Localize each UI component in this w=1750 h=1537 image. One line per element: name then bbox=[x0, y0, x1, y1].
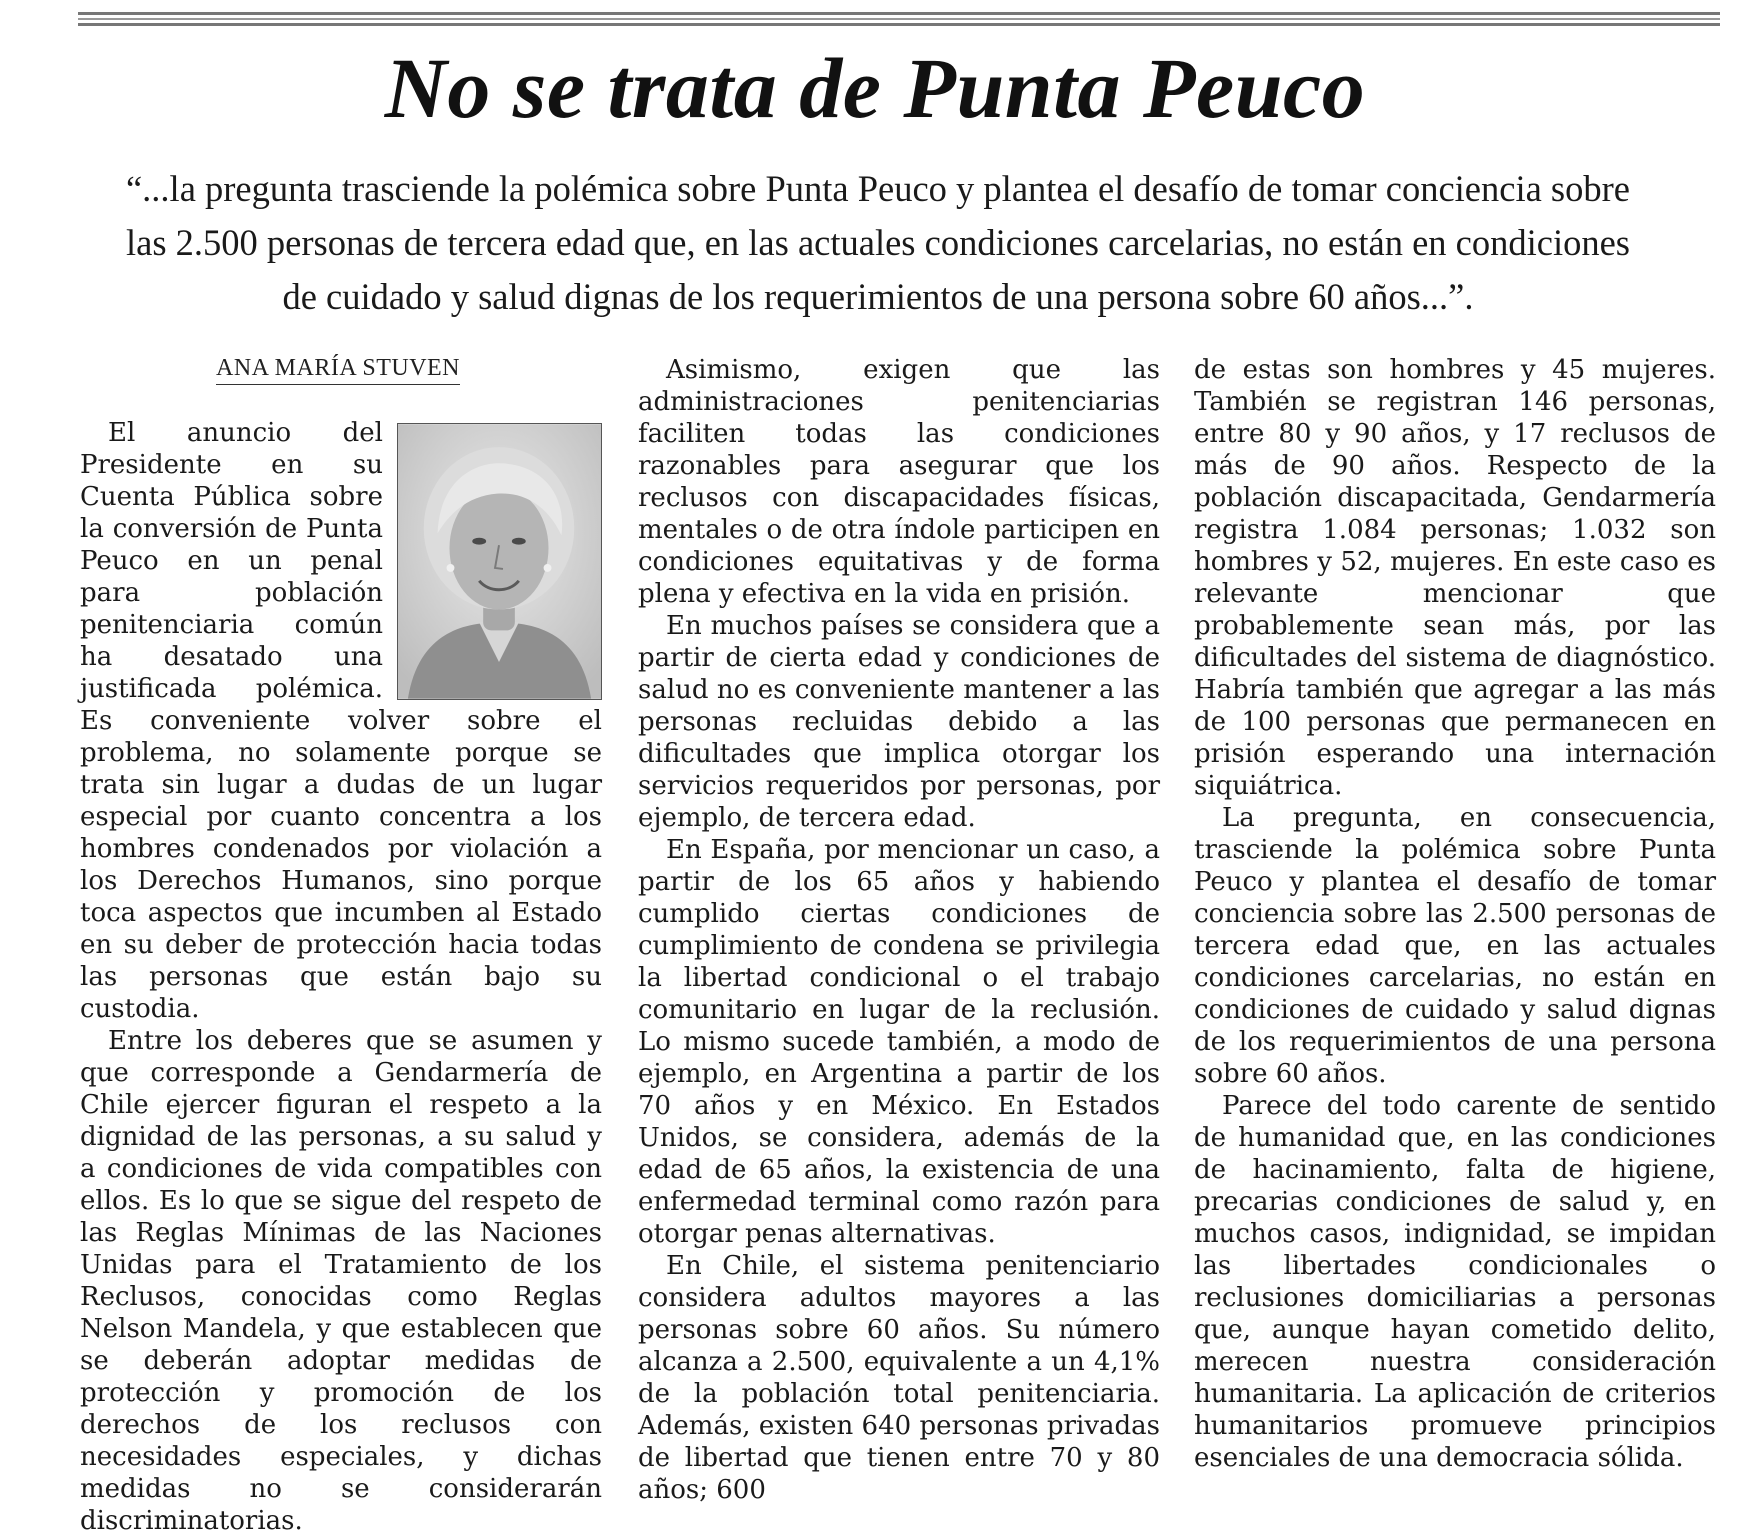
column-3 bbox=[1194, 354, 1716, 1474]
paragraph: En muchos países se considera que a partir de cierta edad y condiciones de salud no es conveniente mantener a las personas recluidas debido a las dificultades que implica otorgar los servicios requeridos por personas, por ejemplo, de tercera edad. bbox=[638, 611, 1160, 833]
article-title: No se trata de Punta Peuco bbox=[384, 40, 1366, 136]
paragraph-continued: de estas son hombres y 45 mujeres. También se registran 146 personas, entre 80 y 90 años, y 17 reclusos de más de 90 años. Respecto de la población discapacitada, Gendarmería registra 1.084 personas; 1.032 son hombres y 52, mujeres. En este caso es relevante mencionar que probablemente sean más, por las dificultades del sistema de diagnóstico. Habría también que agregar a las más de 100 personas que permanecen en prisión esperando una internación siquiátrica. bbox=[1194, 355, 1716, 801]
paragraph: En España, por mencionar un caso, a partir de los 65 años y habiendo cumplido ciertas condiciones de cumplimiento de condena se privilegia la libertad condicional o el trabajo comunitario en lugar de la reclusión. Lo mismo sucede también, a modo de ejemplo, en Argentina a partir de los 70 años y en México. En Estados Unidos, se considera, además de la edad de 65 años, la existencia de una enfermedad terminal como razón para otorgar penas alternativas. bbox=[638, 835, 1160, 1249]
paragraph-text: El anuncio del Presidente en su Cuenta Pública sobre la conversión de Punta Peuco en un penal para población penitenciaria común ha desatado una justificada polémica. Es conveniente volver sobre el problema, no solamente porque se trata sin lugar a dudas de un lugar especial por cuanto concentra a los hombres condenados por violación a los Derechos Humanos, sino porque toca aspectos que incumben al Estado en su deber de protección hacia todas las personas que están bajo su custodia. bbox=[80, 418, 602, 1024]
paragraph bbox=[80, 417, 602, 1025]
paragraph: La pregunta, en consecuencia, trasciende la polémica sobre Punta Peuco y plantea el desafío de tomar conciencia sobre las 2.500 personas de tercera edad que, en las actuales condiciones carcelarias, no están en condiciones de cuidado y salud dignas de los requerimientos de una persona sobre 60 años. bbox=[1194, 803, 1716, 1089]
paragraph: Parece del todo carente de sentido de humanidad que, en las condiciones de hacinamiento, falta de higiene, precarias condiciones de salud y, en muchos casos, indignidad, se impidan las libertades condicionales o reclusiones domiciliarias a personas que, aunque hayan cometido delito, merecen nuestra consideración humanitaria. La aplicación de criterios humanitarios promueve principios esenciales de una democracia sólida. bbox=[1194, 1091, 1716, 1473]
paragraph: Asimismo, exigen que las administraciones penitenciarias faciliten todas las condiciones razonables para asegurar que los reclusos con discapacidades físicas, mentales o de otra índole participen en condiciones equitativas y de forma plena y efectiva en la vida en prisión. bbox=[638, 355, 1160, 609]
column-2 bbox=[638, 354, 1160, 1506]
paragraph: En Chile, el sistema penitenciario considera adultos mayores a las personas sobre 60 años. Su número alcanza a 2.500, equivalente a un 4,1% de la población total penitenciaria. Además, existen 640 personas privadas de libertad que tienen entre 70 y 80 años; 600 bbox=[638, 1251, 1160, 1505]
paragraph: Entre los deberes que se asumen y que corresponde a Gendarmería de Chile ejercer figuran el respeto a la dignidad de las personas, a su salud y a condiciones de vida compatibles con ellos. Es lo que se sigue del respeto de las Reglas Mínimas de las Naciones Unidas para el Tratamiento de los Reclusos, conocidas como Reglas Nelson Mandela, y que establecen que se deberán adoptar medidas de protección y promoción de los derechos de los reclusos con necesidades especiales, y dichas medidas no se considerarán discriminatorias. bbox=[80, 1026, 602, 1536]
article-deck: “...la pregunta trasciende la polémica sobre Punta Peuco y plantea el desafío de tomar conciencia sobre las 2.500 personas de tercera edad que, en las actuales condiciones carcelarias, no están en condiciones de cuidado y salud dignas de los requerimientos de una persona sobre 60 años...”. bbox=[125, 168, 1630, 317]
author-portrait-icon bbox=[397, 423, 602, 700]
column-1 bbox=[80, 417, 602, 1537]
top-rule bbox=[78, 12, 1720, 26]
author-byline: ANA MARÍA STUVEN bbox=[216, 355, 460, 385]
